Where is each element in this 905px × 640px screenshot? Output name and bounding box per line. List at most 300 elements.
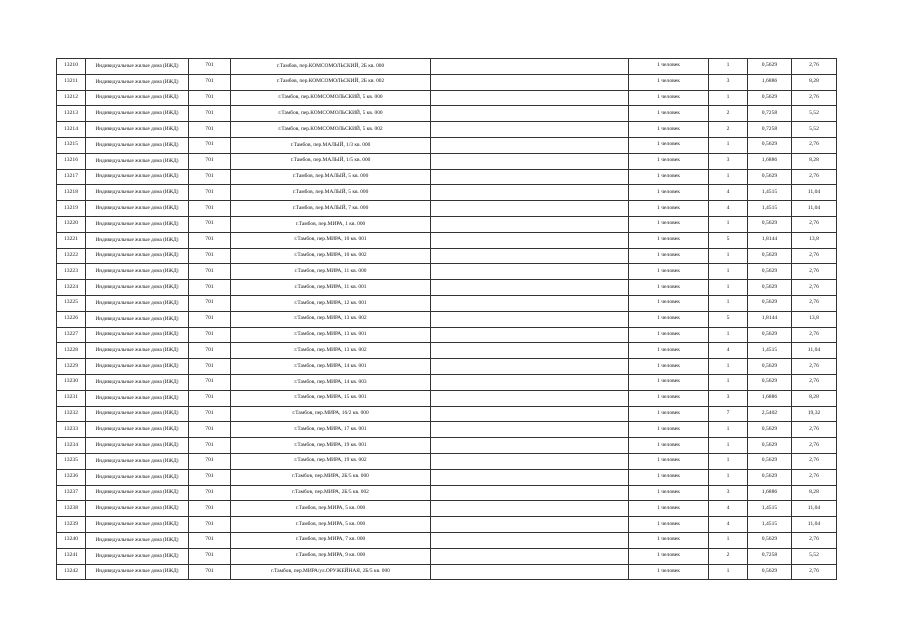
building-type-cell: Индивидуальные жилые дома (ИЖД)	[86, 453, 189, 469]
amount-cell: 13,8	[792, 311, 837, 327]
record-id-cell: 13237	[57, 485, 86, 501]
amount-cell: 11,04	[792, 201, 837, 217]
code-cell: 701	[189, 153, 231, 169]
code-cell: 701	[189, 280, 231, 296]
unit-cell: 1 человек	[629, 485, 709, 501]
table-row	[57, 359, 837, 375]
unit-cell: 1 человек	[629, 295, 709, 311]
rate-cell: 0,5629	[748, 327, 792, 343]
amount-cell: 2,76	[792, 137, 837, 153]
rate-cell: 1,8144	[748, 311, 792, 327]
address-cell: г.Тамбов, пер.КОМСОМОЛЬСКИЙ, 5 кв. 000	[231, 90, 431, 106]
rate-cell: 0,5629	[748, 453, 792, 469]
code-cell: 701	[189, 485, 231, 501]
record-id-cell: 13242	[57, 564, 86, 580]
unit-cell: 1 человек	[629, 201, 709, 217]
empty-cell	[431, 438, 629, 454]
quantity-cell: 1	[709, 90, 748, 106]
building-type-cell: Индивидуальные жилые дома (ИЖД)	[86, 280, 189, 296]
code-cell: 701	[189, 185, 231, 201]
building-type-cell: Индивидуальные жилые дома (ИЖД)	[86, 548, 189, 564]
amount-cell: 2,76	[792, 374, 837, 390]
record-id-cell: 13211	[57, 74, 86, 90]
rate-cell: 0,7258	[748, 548, 792, 564]
amount-cell: 2,76	[792, 216, 837, 232]
rate-cell: 1,4515	[748, 517, 792, 533]
quantity-cell: 1	[709, 438, 748, 454]
building-type-cell: Индивидуальные жилые дома (ИЖД)	[86, 248, 189, 264]
building-type-cell: Индивидуальные жилые дома (ИЖД)	[86, 438, 189, 454]
table-row	[57, 201, 837, 217]
quantity-cell: 1	[709, 564, 748, 580]
table-row	[57, 390, 837, 406]
quantity-cell: 4	[709, 343, 748, 359]
amount-cell: 2,76	[792, 169, 837, 185]
amount-cell: 2,76	[792, 438, 837, 454]
unit-cell: 1 человек	[629, 390, 709, 406]
table-row	[57, 501, 837, 517]
amount-cell: 2,76	[792, 264, 837, 280]
address-cell: г.Тамбов, пер.МИРА/ул.ОРУЖЕЙНАЯ, 2Б/5 кв. 000	[231, 564, 431, 580]
unit-cell: 1 человек	[629, 564, 709, 580]
address-cell: г.Тамбов, пер.МИРА, 1 кв. 000	[231, 216, 431, 232]
amount-cell: 5,52	[792, 122, 837, 138]
record-id-cell: 13225	[57, 295, 86, 311]
code-cell: 701	[189, 406, 231, 422]
amount-cell: 2,76	[792, 90, 837, 106]
code-cell: 701	[189, 74, 231, 90]
table-row	[57, 169, 837, 185]
amount-cell: 11,04	[792, 343, 837, 359]
empty-cell	[431, 137, 629, 153]
address-cell: г.Тамбов, пер.МИРА, 14 кв. 003	[231, 374, 431, 390]
unit-cell: 1 человек	[629, 137, 709, 153]
table-row	[57, 216, 837, 232]
record-id-cell: 13233	[57, 422, 86, 438]
record-id-cell: 13234	[57, 438, 86, 454]
rate-cell: 0,5629	[748, 280, 792, 296]
amount-cell: 19,32	[792, 406, 837, 422]
empty-cell	[431, 90, 629, 106]
rate-cell: 1,6886	[748, 390, 792, 406]
empty-cell	[431, 264, 629, 280]
table-row	[57, 248, 837, 264]
address-cell: г.Тамбов, пер.МИРА, 19 кв. 001	[231, 438, 431, 454]
rate-cell: 1,6886	[748, 153, 792, 169]
building-type-cell: Индивидуальные жилые дома (ИЖД)	[86, 74, 189, 90]
rate-cell: 1,4515	[748, 201, 792, 217]
address-cell: г.Тамбов, пер.МИРА, 2Б/5 кв. 000	[231, 469, 431, 485]
building-type-cell: Индивидуальные жилые дома (ИЖД)	[86, 264, 189, 280]
rate-cell: 0,5629	[748, 216, 792, 232]
table-row	[57, 422, 837, 438]
code-cell: 701	[189, 169, 231, 185]
address-cell: г.Тамбов, пер.МАЛЫЙ, 5 кв. 000	[231, 169, 431, 185]
empty-cell	[431, 185, 629, 201]
building-type-cell: Индивидуальные жилые дома (ИЖД)	[86, 169, 189, 185]
unit-cell: 1 человек	[629, 453, 709, 469]
table-row	[57, 185, 837, 201]
table-row	[57, 74, 837, 90]
building-type-cell: Индивидуальные жилые дома (ИЖД)	[86, 532, 189, 548]
record-id-cell: 13235	[57, 453, 86, 469]
amount-cell: 8,28	[792, 74, 837, 90]
empty-cell	[431, 232, 629, 248]
record-id-cell: 13221	[57, 232, 86, 248]
building-type-cell: Индивидуальные жилые дома (ИЖД)	[86, 469, 189, 485]
address-cell: г.Тамбов, пер.МИРА, 15 кв. 001	[231, 390, 431, 406]
record-id-cell: 13213	[57, 106, 86, 122]
quantity-cell: 1	[709, 59, 748, 75]
table-row	[57, 295, 837, 311]
empty-cell	[431, 59, 629, 75]
rate-cell: 1,4515	[748, 185, 792, 201]
amount-cell: 8,28	[792, 390, 837, 406]
code-cell: 701	[189, 248, 231, 264]
address-cell: г.Тамбов, пер.МИРА, 16/2 кв. 000	[231, 406, 431, 422]
record-id-cell: 13230	[57, 374, 86, 390]
table-row	[57, 485, 837, 501]
quantity-cell: 2	[709, 122, 748, 138]
table-row	[57, 311, 837, 327]
empty-cell	[431, 327, 629, 343]
address-cell: г.Тамбов, пер.МИРА, 2Б/5 кв. 002	[231, 485, 431, 501]
record-id-cell: 13226	[57, 311, 86, 327]
rate-cell: 0,5629	[748, 264, 792, 280]
unit-cell: 1 человек	[629, 232, 709, 248]
unit-cell: 1 человек	[629, 153, 709, 169]
quantity-cell: 1	[709, 469, 748, 485]
code-cell: 701	[189, 59, 231, 75]
quantity-cell: 4	[709, 517, 748, 533]
building-type-cell: Индивидуальные жилые дома (ИЖД)	[86, 327, 189, 343]
code-cell: 701	[189, 390, 231, 406]
rate-cell: 0,5629	[748, 422, 792, 438]
table-body	[57, 59, 837, 580]
building-type-cell: Индивидуальные жилые дома (ИЖД)	[86, 485, 189, 501]
unit-cell: 1 человек	[629, 169, 709, 185]
code-cell: 701	[189, 232, 231, 248]
rate-cell: 1,8144	[748, 232, 792, 248]
address-cell: г.Тамбов, пер.МАЛЫЙ, 1/3 кв. 000	[231, 137, 431, 153]
record-id-cell: 13232	[57, 406, 86, 422]
unit-cell: 1 человек	[629, 59, 709, 75]
address-cell: г.Тамбов, пер.КОМСОМОЛЬСКИЙ, 2Б кв. 002	[231, 74, 431, 90]
quantity-cell: 1	[709, 216, 748, 232]
address-cell: г.Тамбов, пер.МИРА, 5 кв. 000	[231, 517, 431, 533]
code-cell: 701	[189, 201, 231, 217]
unit-cell: 1 человек	[629, 122, 709, 138]
quantity-cell: 3	[709, 485, 748, 501]
table-row	[57, 532, 837, 548]
quantity-cell: 1	[709, 532, 748, 548]
record-id-cell: 13231	[57, 390, 86, 406]
amount-cell: 2,76	[792, 359, 837, 375]
table-row	[57, 548, 837, 564]
record-id-cell: 13239	[57, 517, 86, 533]
building-type-cell: Индивидуальные жилые дома (ИЖД)	[86, 90, 189, 106]
unit-cell: 1 человек	[629, 359, 709, 375]
building-type-cell: Индивидуальные жилые дома (ИЖД)	[86, 216, 189, 232]
quantity-cell: 1	[709, 169, 748, 185]
unit-cell: 1 человек	[629, 406, 709, 422]
building-type-cell: Индивидуальные жилые дома (ИЖД)	[86, 137, 189, 153]
record-id-cell: 13228	[57, 343, 86, 359]
record-id-cell: 13224	[57, 280, 86, 296]
code-cell: 701	[189, 422, 231, 438]
rate-cell: 0,5629	[748, 469, 792, 485]
amount-cell: 2,76	[792, 280, 837, 296]
record-id-cell: 13240	[57, 532, 86, 548]
code-cell: 701	[189, 295, 231, 311]
amount-cell: 2,76	[792, 248, 837, 264]
empty-cell	[431, 169, 629, 185]
unit-cell: 1 человек	[629, 327, 709, 343]
rate-cell: 0,5629	[748, 359, 792, 375]
code-cell: 701	[189, 122, 231, 138]
empty-cell	[431, 564, 629, 580]
unit-cell: 1 человек	[629, 343, 709, 359]
table-row	[57, 469, 837, 485]
quantity-cell: 2	[709, 106, 748, 122]
building-type-cell: Индивидуальные жилые дома (ИЖД)	[86, 564, 189, 580]
address-cell: г.Тамбов, пер.МИРА, 13 кв. 001	[231, 327, 431, 343]
table-row	[57, 343, 837, 359]
quantity-cell: 4	[709, 185, 748, 201]
table-row	[57, 280, 837, 296]
record-id-cell: 13218	[57, 185, 86, 201]
empty-cell	[431, 390, 629, 406]
table-row	[57, 453, 837, 469]
code-cell: 701	[189, 264, 231, 280]
rate-cell: 0,5629	[748, 532, 792, 548]
unit-cell: 1 человек	[629, 374, 709, 390]
quantity-cell: 1	[709, 453, 748, 469]
building-type-cell: Индивидуальные жилые дома (ИЖД)	[86, 390, 189, 406]
building-type-cell: Индивидуальные жилые дома (ИЖД)	[86, 517, 189, 533]
code-cell: 701	[189, 216, 231, 232]
empty-cell	[431, 359, 629, 375]
quantity-cell: 1	[709, 295, 748, 311]
quantity-cell: 1	[709, 280, 748, 296]
amount-cell: 5,52	[792, 548, 837, 564]
building-type-cell: Индивидуальные жилые дома (ИЖД)	[86, 122, 189, 138]
empty-cell	[431, 153, 629, 169]
amount-cell: 8,28	[792, 485, 837, 501]
table-row	[57, 106, 837, 122]
record-id-cell: 13216	[57, 153, 86, 169]
unit-cell: 1 человек	[629, 90, 709, 106]
table-row	[57, 406, 837, 422]
record-id-cell: 13236	[57, 469, 86, 485]
code-cell: 701	[189, 517, 231, 533]
address-cell: г.Тамбов, пер.МИРА, 5 кв. 000	[231, 501, 431, 517]
rate-cell: 0,5629	[748, 295, 792, 311]
quantity-cell: 1	[709, 327, 748, 343]
rate-cell: 1,6886	[748, 485, 792, 501]
quantity-cell: 5	[709, 232, 748, 248]
quantity-cell: 3	[709, 74, 748, 90]
address-cell: г.Тамбов, пер.МИРА, 11 кв. 001	[231, 280, 431, 296]
code-cell: 701	[189, 327, 231, 343]
empty-cell	[431, 422, 629, 438]
record-id-cell: 13227	[57, 327, 86, 343]
empty-cell	[431, 469, 629, 485]
code-cell: 701	[189, 359, 231, 375]
unit-cell: 1 человек	[629, 74, 709, 90]
amount-cell: 2,76	[792, 327, 837, 343]
building-type-cell: Индивидуальные жилые дома (ИЖД)	[86, 232, 189, 248]
record-id-cell: 13212	[57, 90, 86, 106]
code-cell: 701	[189, 311, 231, 327]
table-row	[57, 122, 837, 138]
unit-cell: 1 человек	[629, 532, 709, 548]
empty-cell	[431, 106, 629, 122]
record-id-cell: 13219	[57, 201, 86, 217]
code-cell: 701	[189, 501, 231, 517]
table-row	[57, 264, 837, 280]
empty-cell	[431, 201, 629, 217]
unit-cell: 1 человек	[629, 248, 709, 264]
quantity-cell: 1	[709, 422, 748, 438]
address-cell: г.Тамбов, пер.МИРА, 10 кв. 001	[231, 232, 431, 248]
record-id-cell: 13214	[57, 122, 86, 138]
record-id-cell: 13222	[57, 248, 86, 264]
quantity-cell: 4	[709, 501, 748, 517]
amount-cell: 13,8	[792, 232, 837, 248]
building-type-cell: Индивидуальные жилые дома (ИЖД)	[86, 374, 189, 390]
address-cell: г.Тамбов, пер.МИРА, 11 кв. 000	[231, 264, 431, 280]
empty-cell	[431, 74, 629, 90]
rate-cell: 0,5629	[748, 90, 792, 106]
code-cell: 701	[189, 106, 231, 122]
quantity-cell: 1	[709, 359, 748, 375]
empty-cell	[431, 295, 629, 311]
address-cell: г.Тамбов, пер.МИРА, 12 кв. 001	[231, 295, 431, 311]
empty-cell	[431, 374, 629, 390]
unit-cell: 1 человек	[629, 185, 709, 201]
amount-cell: 2,76	[792, 453, 837, 469]
code-cell: 701	[189, 469, 231, 485]
amount-cell: 11,04	[792, 501, 837, 517]
code-cell: 701	[189, 374, 231, 390]
rate-cell: 0,5629	[748, 169, 792, 185]
amount-cell: 2,76	[792, 532, 837, 548]
quantity-cell: 1	[709, 248, 748, 264]
building-type-cell: Индивидуальные жилые дома (ИЖД)	[86, 422, 189, 438]
records-table	[56, 58, 837, 580]
address-cell: г.Тамбов, пер.МИРА, 7 кв. 000	[231, 532, 431, 548]
unit-cell: 1 человек	[629, 438, 709, 454]
rate-cell: 0,5629	[748, 564, 792, 580]
amount-cell: 2,76	[792, 564, 837, 580]
rate-cell: 0,7258	[748, 106, 792, 122]
empty-cell	[431, 280, 629, 296]
quantity-cell: 3	[709, 153, 748, 169]
table-row	[57, 374, 837, 390]
building-type-cell: Индивидуальные жилые дома (ИЖД)	[86, 311, 189, 327]
address-cell: г.Тамбов, пер.МАЛЫЙ, 1/5 кв. 000	[231, 153, 431, 169]
rate-cell: 1,4515	[748, 501, 792, 517]
amount-cell: 8,28	[792, 153, 837, 169]
rate-cell: 2,5402	[748, 406, 792, 422]
building-type-cell: Индивидуальные жилые дома (ИЖД)	[86, 201, 189, 217]
code-cell: 701	[189, 90, 231, 106]
code-cell: 701	[189, 532, 231, 548]
table-row	[57, 232, 837, 248]
quantity-cell: 7	[709, 406, 748, 422]
table-row	[57, 153, 837, 169]
unit-cell: 1 человек	[629, 280, 709, 296]
address-cell: г.Тамбов, пер.МИРА, 13 кв. 002	[231, 343, 431, 359]
rate-cell: 1,6886	[748, 74, 792, 90]
address-cell: г.Тамбов, пер.МАЛЫЙ, 7 кв. 000	[231, 201, 431, 217]
table-row	[57, 327, 837, 343]
building-type-cell: Индивидуальные жилые дома (ИЖД)	[86, 153, 189, 169]
record-id-cell: 13223	[57, 264, 86, 280]
amount-cell: 11,04	[792, 517, 837, 533]
rate-cell: 0,5629	[748, 374, 792, 390]
amount-cell: 2,76	[792, 59, 837, 75]
empty-cell	[431, 248, 629, 264]
code-cell: 701	[189, 343, 231, 359]
unit-cell: 1 человек	[629, 311, 709, 327]
unit-cell: 1 человек	[629, 106, 709, 122]
quantity-cell: 3	[709, 390, 748, 406]
code-cell: 701	[189, 137, 231, 153]
amount-cell: 5,52	[792, 106, 837, 122]
address-cell: г.Тамбов, пер.КОМСОМОЛЬСКИЙ, 2Б кв. 000	[231, 59, 431, 75]
table-row	[57, 564, 837, 580]
record-id-cell: 13215	[57, 137, 86, 153]
table-row	[57, 438, 837, 454]
rate-cell: 0,7258	[748, 122, 792, 138]
unit-cell: 1 человек	[629, 422, 709, 438]
table-row	[57, 90, 837, 106]
quantity-cell: 1	[709, 137, 748, 153]
rate-cell: 0,5629	[748, 59, 792, 75]
quantity-cell: 5	[709, 311, 748, 327]
empty-cell	[431, 453, 629, 469]
empty-cell	[431, 532, 629, 548]
address-cell: г.Тамбов, пер.МИРА, 17 кв. 001	[231, 422, 431, 438]
record-id-cell: 13229	[57, 359, 86, 375]
record-id-cell: 13238	[57, 501, 86, 517]
amount-cell: 11,04	[792, 185, 837, 201]
code-cell: 701	[189, 564, 231, 580]
table-row	[57, 517, 837, 533]
code-cell: 701	[189, 453, 231, 469]
amount-cell: 2,76	[792, 295, 837, 311]
rate-cell: 0,5629	[748, 248, 792, 264]
unit-cell: 1 человек	[629, 469, 709, 485]
rate-cell: 1,4515	[748, 343, 792, 359]
building-type-cell: Индивидуальные жилые дома (ИЖД)	[86, 185, 189, 201]
quantity-cell: 1	[709, 374, 748, 390]
empty-cell	[431, 517, 629, 533]
address-cell: г.Тамбов, пер.МАЛЫЙ, 5 кв. 000	[231, 185, 431, 201]
amount-cell: 2,76	[792, 469, 837, 485]
empty-cell	[431, 485, 629, 501]
empty-cell	[431, 548, 629, 564]
address-cell: г.Тамбов, пер.КОМСОМОЛЬСКИЙ, 5 кв. 000	[231, 106, 431, 122]
unit-cell: 1 человек	[629, 548, 709, 564]
empty-cell	[431, 122, 629, 138]
record-id-cell: 13210	[57, 59, 86, 75]
address-cell: г.Тамбов, пер.МИРА, 10 кв. 002	[231, 248, 431, 264]
record-id-cell: 13220	[57, 216, 86, 232]
unit-cell: 1 человек	[629, 264, 709, 280]
